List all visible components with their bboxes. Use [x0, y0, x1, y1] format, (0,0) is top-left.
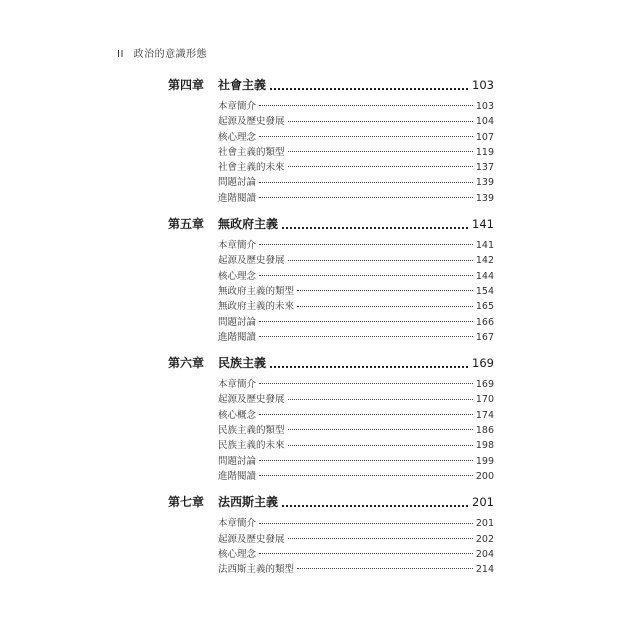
section-page: 201: [475, 518, 494, 530]
section-page: 200: [475, 470, 494, 482]
section-entry[interactable]: [0, 468, 640, 483]
section-page: 103: [475, 101, 494, 112]
section-page: 214: [475, 564, 494, 576]
toc-chapter: [0, 76, 640, 205]
chapter-page: 201: [472, 495, 494, 510]
dot-leader: [259, 321, 473, 322]
running-head-marker: II: [117, 49, 124, 60]
dot-leader: [270, 366, 468, 368]
section-title: 法西斯主義的類型: [218, 564, 295, 576]
section-title: 無政府主義的類型: [218, 285, 295, 297]
section-page: 186: [475, 425, 494, 437]
dot-leader: [259, 460, 473, 461]
section-page: 169: [475, 379, 494, 391]
dot-leader: [259, 414, 473, 415]
section-entry[interactable]: [0, 283, 640, 298]
dot-leader: [282, 227, 468, 229]
chapter-number: 第四章: [168, 78, 205, 92]
chapter-title: 民族主義: [218, 356, 267, 371]
section-title: 問題討論: [218, 316, 257, 328]
section-entry[interactable]: [0, 453, 640, 468]
section-title: 進階閱讀: [218, 192, 257, 204]
section-title: 進階閱讀: [218, 331, 257, 343]
dot-leader: [297, 290, 473, 291]
chapter-page: 141: [472, 217, 494, 232]
section-page: 170: [475, 394, 494, 406]
section-page: 202: [475, 533, 494, 545]
chapter-number: 第七章: [168, 495, 205, 510]
chapter-page: 169: [472, 356, 494, 371]
dot-leader: [288, 151, 473, 152]
section-entry[interactable]: [0, 98, 640, 113]
toc-chapter: [0, 493, 640, 576]
section-title: 進階閱讀: [218, 470, 257, 482]
section-title: 問題討論: [218, 455, 257, 467]
section-title: 社會主義的未來: [218, 162, 285, 174]
section-page: 119: [475, 146, 494, 158]
section-title: 民族主義的未來: [218, 440, 285, 452]
section-page: 141: [475, 240, 494, 252]
dot-leader: [259, 383, 473, 384]
section-page: 104: [475, 116, 494, 128]
section-entry[interactable]: [0, 129, 640, 144]
dot-leader: [259, 197, 473, 198]
section-page: 174: [475, 409, 494, 421]
dot-leader: [288, 429, 473, 430]
dot-leader: [288, 399, 473, 400]
chapter-entry[interactable]: [0, 354, 640, 376]
chapter-entry[interactable]: [0, 76, 640, 98]
dot-leader: [297, 568, 473, 569]
section-page: 204: [475, 548, 494, 560]
dot-leader: [297, 306, 473, 307]
section-page: 107: [475, 131, 494, 143]
dot-leader: [288, 445, 473, 446]
dot-leader: [288, 121, 473, 122]
section-entry[interactable]: [0, 298, 640, 313]
toc-chapter: [0, 215, 640, 344]
section-entry[interactable]: [0, 144, 640, 159]
section-page: 198: [475, 440, 494, 452]
section-entry[interactable]: [0, 314, 640, 329]
section-page: 144: [475, 270, 494, 282]
section-page: 167: [475, 331, 494, 343]
section-page: 137: [475, 162, 494, 174]
section-title: 本章簡介: [218, 518, 257, 530]
section-page: 165: [475, 301, 494, 313]
section-entry[interactable]: [0, 515, 640, 530]
section-entry[interactable]: [0, 252, 640, 267]
section-title: 社會主義的類型: [218, 146, 285, 158]
section-entry[interactable]: [0, 422, 640, 437]
dot-leader: [259, 336, 473, 337]
dot-leader: [270, 88, 468, 90]
dot-leader: [259, 523, 473, 524]
section-page: 139: [475, 177, 494, 189]
chapter-page: 103: [472, 78, 494, 92]
section-entry[interactable]: [0, 268, 640, 283]
chapter-number: 第五章: [168, 217, 205, 232]
section-title: 起源及歷史發展: [218, 533, 285, 545]
section-page: 154: [475, 285, 494, 297]
chapter-number: 第六章: [168, 356, 205, 371]
section-entry[interactable]: [0, 407, 640, 422]
section-entry[interactable]: [0, 329, 640, 344]
section-entry[interactable]: [0, 190, 640, 205]
running-head: [117, 45, 207, 60]
section-page: 139: [475, 192, 494, 204]
dot-leader: [259, 136, 473, 137]
section-title: 本章簡介: [218, 101, 257, 112]
section-entry[interactable]: [0, 531, 640, 546]
dot-leader: [259, 553, 473, 554]
section-entry[interactable]: [0, 376, 640, 391]
dot-leader: [259, 244, 473, 245]
section-title: 核心理念: [218, 131, 257, 143]
chapter-entry[interactable]: [0, 215, 640, 237]
dot-leader: [259, 275, 473, 276]
section-entry[interactable]: [0, 237, 640, 252]
section-entry[interactable]: [0, 561, 640, 576]
section-entry[interactable]: [0, 159, 640, 174]
dot-leader: [288, 538, 473, 539]
section-title: 起源及歷史發展: [218, 116, 285, 128]
section-title: 民族主義的類型: [218, 425, 285, 437]
section-title: 起源及歷史發展: [218, 255, 285, 267]
section-title: 核心理念: [218, 548, 257, 560]
section-page: 142: [475, 255, 494, 267]
section-title: 本章簡介: [218, 379, 257, 391]
chapter-title: 無政府主義: [218, 217, 279, 232]
section-title: 核心概念: [218, 409, 257, 421]
dot-leader: [288, 166, 473, 167]
section-title: 本章簡介: [218, 240, 257, 252]
toc-chapter: [0, 354, 640, 483]
running-head-title: 政治的意識形態: [133, 49, 208, 60]
section-entry[interactable]: [0, 437, 640, 452]
dot-leader: [282, 505, 468, 507]
section-page: 166: [475, 316, 494, 328]
section-title: 無政府主義的未來: [218, 301, 295, 313]
section-title: 問題討論: [218, 177, 257, 189]
section-page: 199: [475, 455, 494, 467]
section-title: 起源及歷史發展: [218, 394, 285, 406]
section-entry[interactable]: [0, 391, 640, 406]
chapter-title: 法西斯主義: [218, 495, 279, 510]
dot-leader: [259, 182, 473, 183]
dot-leader: [259, 475, 473, 476]
dot-leader: [259, 105, 473, 106]
table-of-contents: [0, 76, 640, 586]
section-entry[interactable]: [0, 174, 640, 189]
section-title: 核心理念: [218, 270, 257, 282]
section-entry[interactable]: [0, 113, 640, 128]
section-entry[interactable]: [0, 546, 640, 561]
chapter-title: 社會主義: [218, 78, 267, 92]
dot-leader: [288, 260, 473, 261]
chapter-entry[interactable]: [0, 493, 640, 515]
